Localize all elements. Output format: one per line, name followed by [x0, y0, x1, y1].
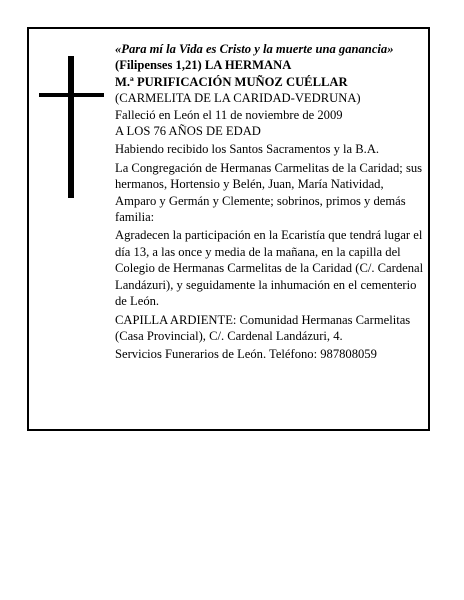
bible-quote: «Para mí la Vida es Cristo y la muerte una ganancia»: [115, 42, 394, 56]
cross-bar: [39, 93, 104, 97]
age-at-death: A LOS 76 AÑOS DE EDAD: [115, 124, 261, 139]
chapel-paragraph: CAPILLA ARDIENTE: Comunidad Hermanas Carmelitas (Casa Provincial), C/. Cardenal Landázuri, 4.: [115, 312, 411, 343]
notice-text: [115, 41, 427, 363]
death-date: Falleció en León el 11 de noviembre de 2009: [115, 107, 343, 122]
deceased-name: M.ª PURIFICACIÓN MUÑOZ CUÉLLAR: [115, 74, 348, 89]
sacraments-line: Habiendo recibido los Santos Sacramentos y la B.A.: [115, 142, 380, 157]
cross-icon: [68, 56, 74, 198]
religious-order: (CARMELITA DE LA CARIDAD-VEDRUNA): [115, 91, 361, 106]
funeral-services: Servicios Funerarios de León. Teléfono: 987808059: [115, 347, 377, 362]
obituary-notice: [27, 27, 430, 431]
quote-reference: (Filipenses 1,21) LA HERMANA: [115, 58, 292, 73]
thanks-paragraph: Agradecen la participación en la Ecaristía que tendrá lugar el día 13, a las once y media de la mañana, en la capilla del Colegio de Hermanas Carmelitas de la Caridad (C/. Cardenal Landázuri), y seguidamente la inhumación en el cementerio de León.: [115, 228, 424, 309]
family-paragraph: La Congregación de Hermanas Carmelitas de la Caridad; sus hermanos, Hortensio y Belén, Juan, María Natividad, Amparo y Germán y Clemente; sobrinos, primos y demás familia:: [115, 160, 423, 225]
